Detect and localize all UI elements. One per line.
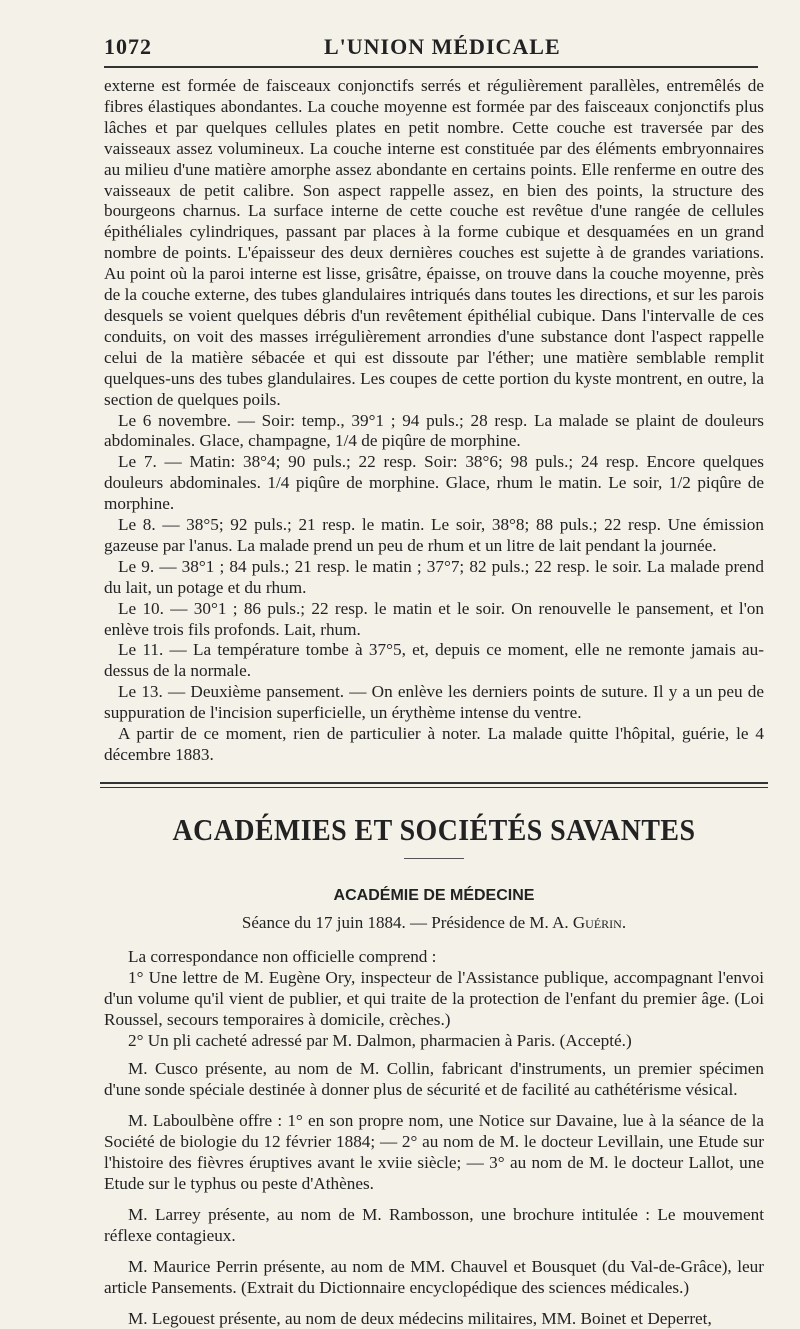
paragraph: externe est formée de faisceaux conjonctifs serrés et régulièrement parallèles, entremêlés de fibres élastiques abondantes. La couche moyenne est formée par des faisceaux conjonctifs plus lâches et par quelques cellules plates en petit nombre. Cette couche est traversée par des vaisseaux assez volumineux. La couche interne est constituée par des éléments embryonnaires au milieu d'une matière amorphe assez abondante en certains points. Elle renferme en outre des vaisseaux de petit calibre. Son aspect rappelle assez, en bien des points, la structure des bourgeons charnus. La surface interne de cette couche est revêtue d'une rangée de cellules épithéliales cylindriques, passant par places à la forme cubique et desquamées en un grand nombre de points. L'épaisseur des deux dernières couches est sujette à de grandes variations. Au point où la paroi interne est lisse, grisâtre, épaisse, on trouve dans la couche moyenne, près de la couche externe, des tubes glandulaires intriqués dans toutes les directions, et sur les parois desquels se voient quelques débris d'un revêtement épithélial cubique. Dans l'intervalle de ces conduits, on voit des masses irrégulièrement arrondies d'une substance dont l'aspect rappelle celui de la matière sébacée et qui est dissoute par l'éther; une matière semblable remplit quelques-uns des tubes glandulaires. Les coupes de cette portion du kyste montrent, en outre, la section de quelques poils. [104, 76, 764, 411]
paragraph: M. Maurice Perrin présente, au nom de MM. Chauvel et Bousquet (du Val-de-Grâce), leur article Pansements. (Extrait du Dictionnaire encyclopédique des sciences médicales.) [104, 1257, 764, 1299]
session-report [104, 947, 764, 1329]
header-rule [104, 66, 758, 68]
paragraph: Le 10. — 30°1 ; 86 puls.; 22 resp. le matin et le soir. On renouvelle le pansement, et l'on enlève trois fils profonds. Lait, rhum. [104, 599, 764, 641]
session-prefix: Séance du 17 juin 1884. — Présidence de M. A. [242, 913, 573, 932]
paragraph: Le 13. — Deuxième pansement. — On enlève les derniers points de suture. Il y a un peu de suppuration de l'incision superficielle, un érythème intense du ventre. [104, 682, 764, 724]
paragraph: 2° Un pli cacheté adressé par M. Dalmon, pharmacien à Paris. (Accepté.) [104, 1031, 764, 1052]
paragraph: 1° Une lettre de M. Eugène Ory, inspecteur de l'Assistance publique, accompagnant l'envoi d'un volume qu'il vient de publier, et qui traite de la protection de l'enfant du premier âge. (Loi Roussel, secours temporaires à domicile, crèches.) [104, 968, 764, 1031]
session-suffix: . [622, 913, 626, 932]
paragraph: M. Cusco présente, au nom de M. Collin, fabricant d'instruments, un premier spécimen d'une sonde spéciale destinée à donner plus de sécurité et de facilité au cathétérisme vésical. [104, 1059, 764, 1101]
paragraph: Le 11. — La température tombe à 37°5, et, depuis ce moment, elle ne remonte jamais au-dessus de la normale. [104, 640, 764, 682]
session-president: Guérin [573, 913, 622, 932]
running-title: L'UNION MÉDICALE [324, 34, 561, 60]
session-heading [104, 913, 764, 933]
paragraph: La correspondance non officielle comprend : [104, 947, 764, 968]
paragraph: M. Laboulbène offre : 1° en son propre nom, une Notice sur Davaine, lue à la séance de la Société de biologie du 12 février 1884; — 2° au nom de M. le docteur Levillain, une Etude sur l'histoire des fièvres éruptives avant le xviie siècle; — 3° au nom de M. le docteur Lallot, une Etude sur le typhus ou peste d'Athènes. [104, 1111, 764, 1195]
page-header [104, 0, 764, 62]
paragraph: Le 9. — 38°1 ; 84 puls.; 21 resp. le matin ; 37°7; 82 puls.; 22 resp. le soir. La malade prend du lait, un potage et du rhum. [104, 557, 764, 599]
paragraph: Le 8. — 38°5; 92 puls.; 21 resp. le matin. Le soir, 38°8; 88 puls.; 22 resp. Une émission gazeuse par l'anus. La malade prend un peu de rhum et un litre de lait pendant la journée. [104, 515, 764, 557]
paragraph: A partir de ce moment, rien de particulier à noter. La malade quitte l'hôpital, guérie, le 4 décembre 1883. [104, 724, 764, 766]
paragraph: Le 6 novembre. — Soir: temp., 39°1 ; 94 puls.; 28 resp. La malade se plaint de douleurs abdominales. Glace, champagne, 1/4 de piqûre de morphine. [104, 411, 764, 453]
subsection-title: ACADÉMIE DE MÉDECINE [104, 887, 764, 905]
section-title: ACADÉMIES ET SOCIÉTÉS SAVANTES [137, 812, 731, 848]
section-divider [100, 782, 768, 788]
page-number: 1072 [104, 34, 152, 60]
case-report [104, 76, 764, 766]
paragraph: M. Larrey présente, au nom de M. Rambosson, une brochure intitulée : Le mouvement réflexe contagieux. [104, 1205, 764, 1247]
paragraph: Le 7. — Matin: 38°4; 90 puls.; 22 resp. Soir: 38°6; 98 puls.; 24 resp. Encore quelques douleurs abdominales. 1/4 piqûre de morphine. Glace, rhum le matin. Le soir, 1/2 piqûre de morphine. [104, 452, 764, 515]
title-rule [404, 858, 464, 859]
paragraph: M. Legouest présente, au nom de deux médecins militaires, MM. Boinet et Deperret, [104, 1309, 764, 1329]
